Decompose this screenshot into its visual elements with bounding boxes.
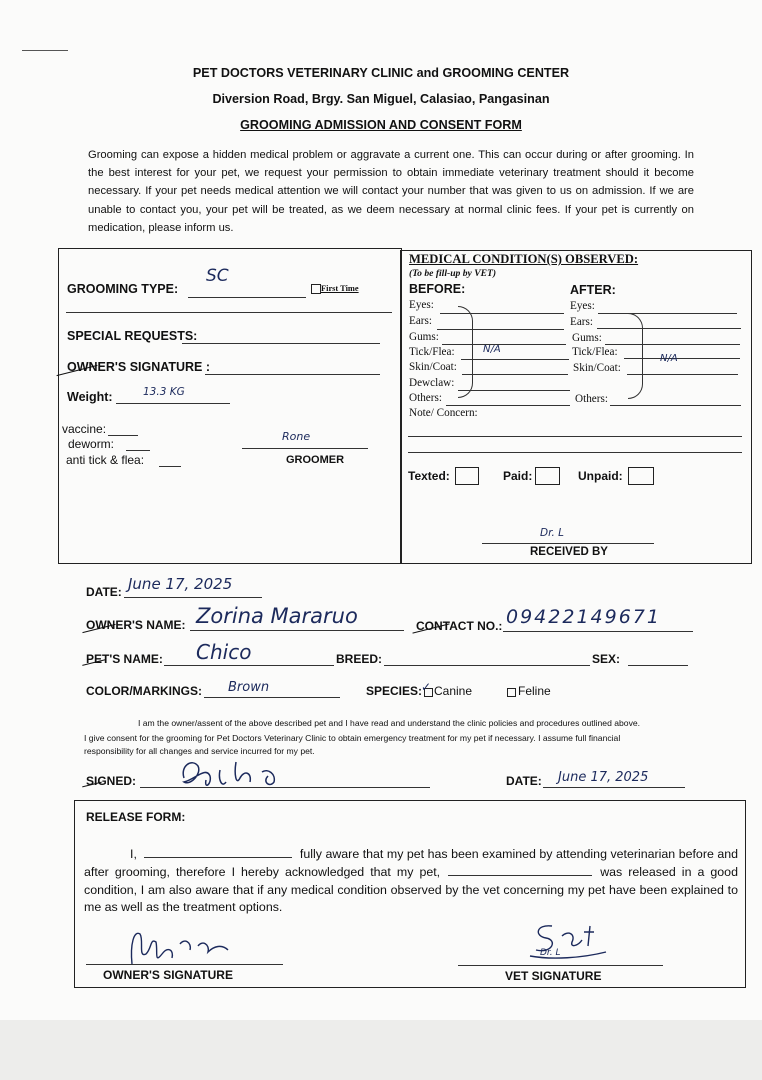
groomer-value: Rone (282, 430, 311, 443)
owner-name-label: OWNER'S NAME: (86, 618, 186, 632)
color-label: COLOR/MARKINGS: (86, 684, 202, 698)
scan-mark (22, 50, 68, 51)
received-by-value: Dr. L (540, 527, 564, 539)
vet-sig-initials: Dr. L (540, 948, 561, 958)
before-dewclaw: Dewclaw: (409, 377, 455, 389)
after-gums: Gums: (572, 332, 602, 344)
before-ears-line (437, 329, 564, 330)
after-skin: Skin/Coat: (573, 362, 621, 374)
groomer-line (242, 448, 368, 449)
owner-signature-scribble (176, 756, 302, 794)
owner-name-value: Zorina Mararuo (196, 604, 358, 628)
vet-release-label: VET SIGNATURE (505, 969, 602, 983)
before-skin-line (462, 374, 568, 375)
special-requests-line (182, 343, 380, 344)
after-label: AFTER: (570, 283, 616, 297)
canine-label: Canine (434, 684, 473, 698)
scan-bottom-edge (0, 1020, 762, 1080)
vet-release-signature (522, 918, 612, 964)
consent-line-1: I am the owner/assent of the above described pet and I have read and understand the clinic policies and procedures outlined above. (137, 718, 641, 728)
consent-line-3: responsibility for all changes and service incurred for my pet. (84, 746, 315, 756)
canine-check-mark: ✓ (421, 680, 432, 694)
breed-label: BREED: (336, 652, 383, 666)
date-value: June 17, 2025 (128, 575, 233, 593)
before-others-line (446, 405, 570, 406)
received-by-label: RECEIVED BY (530, 546, 608, 558)
grooming-type-line (188, 297, 306, 298)
contact-line (503, 631, 693, 632)
before-tick-line (461, 359, 569, 360)
before-dewclaw-line (458, 390, 570, 391)
weight-line (116, 403, 230, 404)
concern-label: Note/ Concern: (409, 407, 478, 419)
after-gums-line (605, 344, 740, 345)
paid-label: Paid: (503, 469, 533, 483)
weight-label: Weight: (67, 390, 113, 404)
before-na: N/A (483, 344, 501, 355)
color-line (204, 697, 340, 698)
form-title: GROOMING ADMISSION AND CONSENT FORM (240, 118, 522, 132)
feline-checkbox[interactable] (507, 688, 516, 697)
before-eyes: Eyes: (409, 299, 434, 311)
texted-label: Texted: (408, 469, 450, 483)
before-others: Others: (409, 392, 442, 404)
after-skin-line (627, 374, 738, 375)
concern-line-2 (408, 452, 742, 453)
first-time-checkbox[interactable] (311, 284, 321, 294)
release-form-title: RELEASE FORM: (86, 810, 186, 824)
date-line (124, 597, 262, 598)
release-text-1: I, (130, 847, 137, 861)
pet-name-value: Chico (196, 640, 252, 664)
grooming-type-line-2 (66, 312, 392, 313)
release-text-2: fully aware that my pet has been examined by attending veterinarian before and after grooming, therefore I hereby acknowledged that my pet, (84, 847, 739, 879)
vaccine-label: vaccine: (62, 422, 107, 436)
after-eyes: Eyes: (570, 300, 595, 312)
anti-tick-line (159, 466, 181, 467)
color-value: Brown (228, 680, 270, 695)
species-label: SPECIES: (366, 684, 423, 698)
grooming-type-label: GROOMING TYPE: (67, 282, 179, 296)
groomer-label: GROOMER (286, 454, 345, 466)
breed-line (384, 665, 590, 666)
after-na: N/A (660, 353, 678, 364)
release-paragraph (84, 846, 738, 917)
paid-checkbox[interactable] (535, 467, 560, 485)
unpaid-checkbox[interactable] (628, 467, 654, 485)
weight-value: 13.3 KG (143, 386, 185, 398)
date2-line (543, 787, 685, 788)
vet-release-line (458, 965, 663, 966)
pet-name-label: PET'S NAME: (86, 652, 163, 666)
signed-label: SIGNED: (86, 774, 137, 788)
deworm-line (126, 450, 150, 451)
date2-value: June 17, 2025 (558, 770, 649, 785)
release-pet-blank (448, 875, 592, 876)
after-ears-line (597, 328, 741, 329)
contact-value: 09422149671 (506, 606, 661, 628)
after-ears: Ears: (570, 316, 593, 328)
special-requests-label: SPECIAL REQUESTS: (67, 329, 198, 343)
deworm-label: deworm: (68, 437, 115, 451)
concern-line-1 (408, 436, 742, 437)
intro-paragraph: Grooming can expose a hidden medical problem or aggravate a current one. This can occur during or after grooming. In the best interest for your pet, we request your permission to obtain immediate veterinary treatment should it become necessary. If your pet needs medical attention we will contact your number that was given to us on admission. If we are unable to contact you, your pet will be treated, as we deem necessary at normal clinic fees. If your pet is currently on medication, please inform us. (88, 149, 694, 234)
owner-signature-line (205, 374, 380, 375)
received-by-line (482, 543, 654, 544)
release-name-blank (144, 857, 292, 858)
sex-label: SEX: (592, 652, 621, 666)
medical-title: MEDICAL CONDITION(S) OBSERVED: (409, 252, 639, 266)
before-label: BEFORE: (409, 282, 466, 296)
anti-tick-label: anti tick & flea: (66, 453, 145, 467)
release-text-3: was released in a good condition, I am also aware that if any medical condition observed by the vet concerning my pet have been explained to me as well as the treatment options. (84, 864, 738, 915)
date2-label: DATE: (506, 774, 542, 788)
owner-release-label: OWNER'S SIGNATURE (103, 968, 233, 982)
after-others: Others: (575, 393, 608, 405)
clinic-name: PET DOCTORS VETERINARY CLINIC and GROOMING CENTER (192, 66, 570, 80)
sex-line (628, 665, 688, 666)
consent-line-2: I give consent for the grooming for Pet Doctors Veterinary Clinic to obtain emergency treatment for my pet if necessary. I assume full financial (84, 733, 621, 743)
first-time-label: First Time (321, 284, 359, 293)
texted-checkbox[interactable] (455, 467, 479, 485)
before-skin: Skin/Coat: (409, 361, 457, 373)
feline-label: Feline (518, 684, 551, 698)
owner-release-line (86, 964, 283, 965)
after-others-line (610, 405, 741, 406)
pet-name-line (164, 665, 334, 666)
date-label: DATE: (86, 585, 122, 599)
before-bracket (458, 306, 473, 398)
owner-name-line (190, 630, 404, 631)
before-ears: Ears: (409, 315, 432, 327)
owner-signature-label: OWNER'S SIGNATURE : (67, 360, 211, 374)
after-bracket (628, 313, 643, 399)
contact-label: CONTACT NO.: (416, 619, 503, 633)
after-tick: Tick/Flea: (572, 346, 618, 358)
medical-subtitle: (To be fill-up by VET) (409, 268, 497, 279)
after-eyes-line (598, 313, 737, 314)
before-gums: Gums: (409, 331, 439, 343)
clinic-address: Diversion Road, Brgy. San Miguel, Calasiao, Pangasinan (212, 92, 550, 106)
grooming-type-value: SC (206, 266, 229, 286)
vaccine-line (108, 435, 138, 436)
unpaid-label: Unpaid: (578, 469, 623, 483)
before-tick: Tick/Flea: (409, 346, 455, 358)
